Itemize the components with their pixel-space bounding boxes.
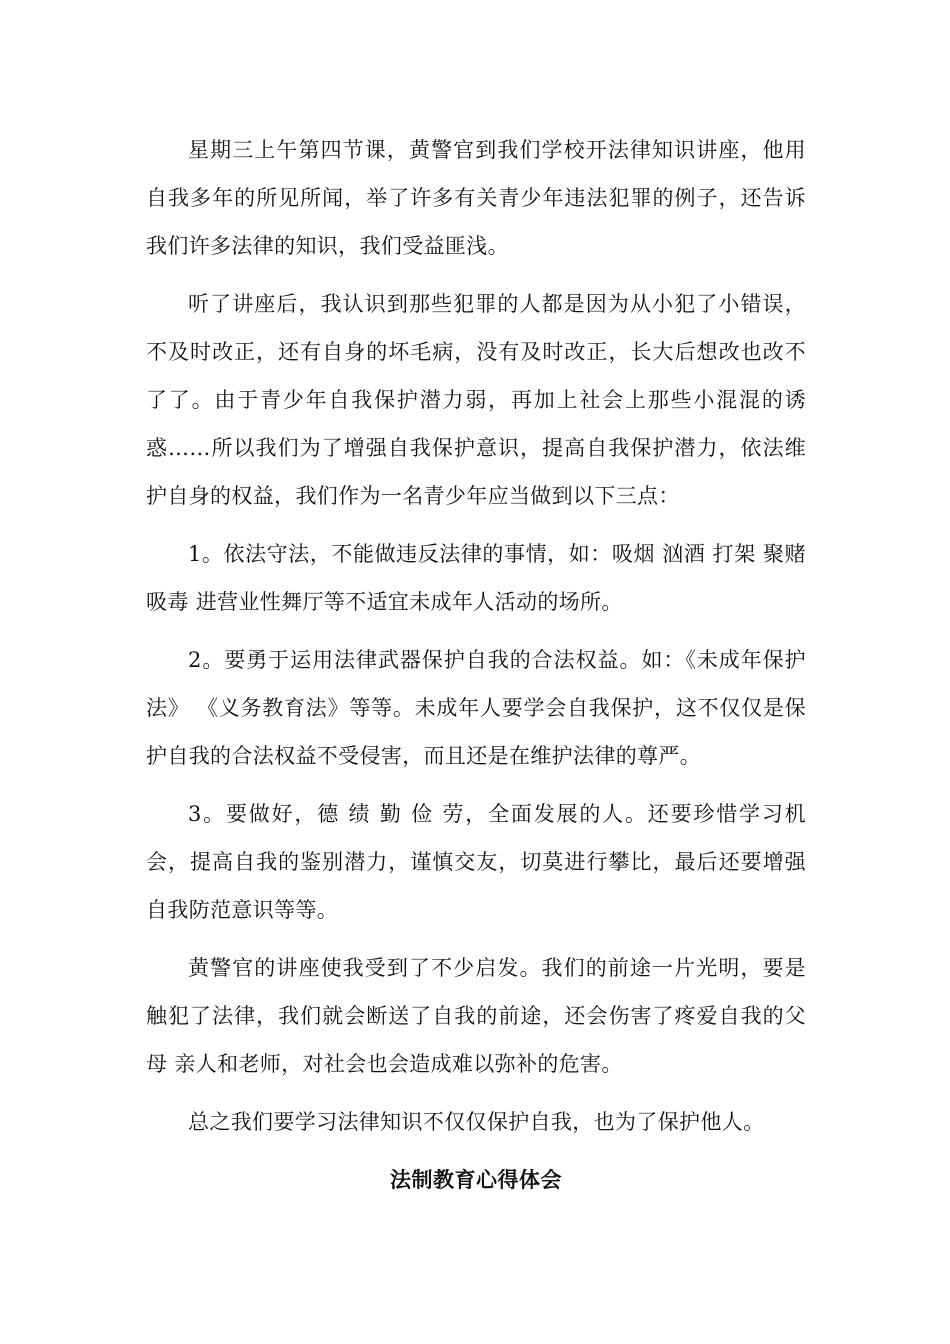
paragraph-point-2: 2。要勇于运用法律武器保护自我的合法权益。如：《未成年保护法》 《义务教育法》等等。未成年人要学会自我保护，这不仅仅是保护自我的合法权益不受侵害，而且还是在维护法律的尊严。 (146, 648, 806, 768)
paragraph-point-1: 1。依法守法，不能做违反法律的事情，如：吸烟 汹酒 打架 聚赌 吸毒 进营业性舞厅等不适宜未成年人活动的场所。 (146, 542, 806, 614)
paragraph-point-3: 3。要做好，德 绩 勤 俭 劳，全面发展的人。还要珍惜学习机会，提高自我的鉴别潜力，谨慎交友，切莫进行攀比，最后还要增强自我防范意识等等。 (146, 802, 806, 922)
paragraph-intro: 星期三上午第四节课，黄警官到我们学校开法律知识讲座，他用自我多年的所见所闻，举了许多有关青少年违法犯罪的例子，还告诉我们许多法律的知识，我们受益匪浅。 (146, 138, 806, 258)
section-title: 法制教育心得体会 (390, 1168, 562, 1192)
paragraph-conclusion: 总之我们要学习法律知识不仅仅保护自我，也为了保护他人。 (188, 1110, 765, 1134)
paragraph-reflection: 听了讲座后，我认识到那些犯罪的人都是因为从小犯了小错误，不及时改正，还有自身的坏毛病，没有及时改正，长大后想改也改不了了。由于青少年自我保护潜力弱，再加上社会上那些小混混的诱惑……所以我们为了增强自我保护意识，提高自我保护潜力，依法维护自身的权益，我们作为一名青少年应当做到以下三点： (146, 292, 806, 508)
document-page (146, 126, 806, 1204)
paragraph-inspiration: 黄警官的讲座使我受到了不少启发。我们的前途一片光明，要是触犯了法律，我们就会断送了自我的前途，还会伤害了疼爱自我的父母 亲人和老师，对社会也会造成难以弥补的危害。 (146, 956, 806, 1076)
